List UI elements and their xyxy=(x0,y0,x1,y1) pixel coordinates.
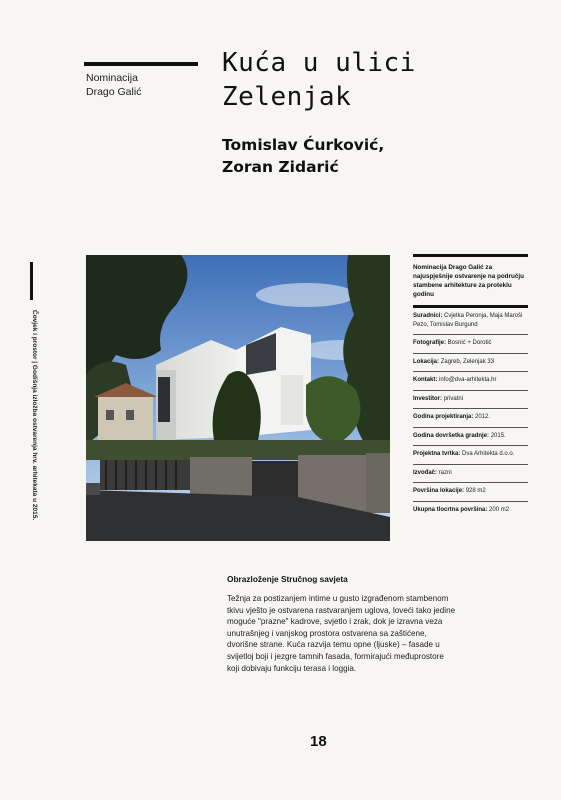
info-label: Projektna tvrtka: xyxy=(413,451,461,457)
info-value: info@dva-arhitekta.hr xyxy=(439,377,497,383)
spine-bar xyxy=(30,262,33,300)
info-row-investor xyxy=(413,391,528,410)
info-label: Investitor: xyxy=(413,395,443,402)
house-photo-illustration xyxy=(86,255,390,541)
info-row-company xyxy=(413,446,528,465)
info-label: Godina projektiranja: xyxy=(413,414,474,420)
title-line-2: Zelenjak xyxy=(222,82,352,112)
info-value: 200 m2 xyxy=(489,506,510,513)
info-value: Dva Arhitekta d.o.o. xyxy=(462,451,515,457)
info-label: Godina dovršetka gradnje: xyxy=(413,432,490,439)
nomination-label xyxy=(86,71,141,99)
house-photo xyxy=(86,255,390,541)
info-row-completion-year xyxy=(413,428,528,447)
authors-line-1: Tomislav Ćurković, xyxy=(222,136,385,154)
info-value: razni xyxy=(438,469,452,476)
info-label: Lokacija: xyxy=(413,358,440,365)
info-value: privatni xyxy=(443,395,464,402)
authors-line-2: Zoran Zidarić xyxy=(222,158,339,176)
justification-title: Obrazloženje Stručnog savjeta xyxy=(227,574,348,584)
spine-caption xyxy=(20,262,40,532)
info-row-collaborators xyxy=(413,308,528,335)
page-title xyxy=(222,46,542,114)
info-label: Fotografije: xyxy=(413,340,446,346)
info-label: Izvođač: xyxy=(413,469,438,476)
info-value: 2015. xyxy=(490,432,506,439)
nomination-line-1: Nominacija xyxy=(86,72,138,84)
nomination-line-2: Drago Galić xyxy=(86,86,142,98)
info-row-floor-area xyxy=(413,502,528,520)
info-label: Kontakt: xyxy=(413,377,438,383)
info-row-location xyxy=(413,354,528,373)
title-line-1: Kuća u ulici xyxy=(222,48,416,78)
info-value: Bosnić + Dorotić xyxy=(447,340,492,346)
info-row-contractor xyxy=(413,465,528,484)
info-label: Ukupna tlocrtna površina: xyxy=(413,506,488,513)
info-row-photos xyxy=(413,335,528,354)
header-rule xyxy=(84,62,198,66)
info-value: 2012. xyxy=(475,414,491,420)
info-label: Suradnici: xyxy=(413,313,443,319)
info-row-site-area xyxy=(413,483,528,502)
info-value: 928 m2 xyxy=(465,488,486,494)
info-label: Površina lokacije: xyxy=(413,488,465,494)
info-row-contact xyxy=(413,372,528,391)
info-nomination-text: Nominacija Drago Galić za najuspješnije ostvarenje na području stambene arhitekture za proteklu godinu xyxy=(413,264,524,298)
info-value: Cvjetka Peronja, Maja Maroši Pezo, Tomislav Burgund xyxy=(413,313,523,328)
info-value: Zagreb, Zelenjak 33 xyxy=(440,358,495,365)
spine-text: Čovjek i prostor | Godišnja izložba ostvarenja hrv. arhitekata u 2015. xyxy=(31,310,38,521)
justification-body: Težnja za postizanjem intime u gusto izgrađenom stambenom tkivu vješto je ostvarena rastvaranjem uglova, loveći tako jedine moguće "prazne" kadrove, svjetlo i zrak, dok je izravna veza unutrašnjeg i vanjskog prostora ostvarena sa zaštićene, dvorišne strane. Kuća razvija temu opne (ljuske) – fasade u svijetloj boji i jezgre tamnih fasada, formirajući međuprostore koji dobivaju funkciju terasa i loggia. xyxy=(227,594,456,673)
page-number: 18 xyxy=(310,733,327,750)
authors xyxy=(222,134,542,178)
info-row-design-year xyxy=(413,409,528,428)
project-info-panel xyxy=(413,254,528,519)
